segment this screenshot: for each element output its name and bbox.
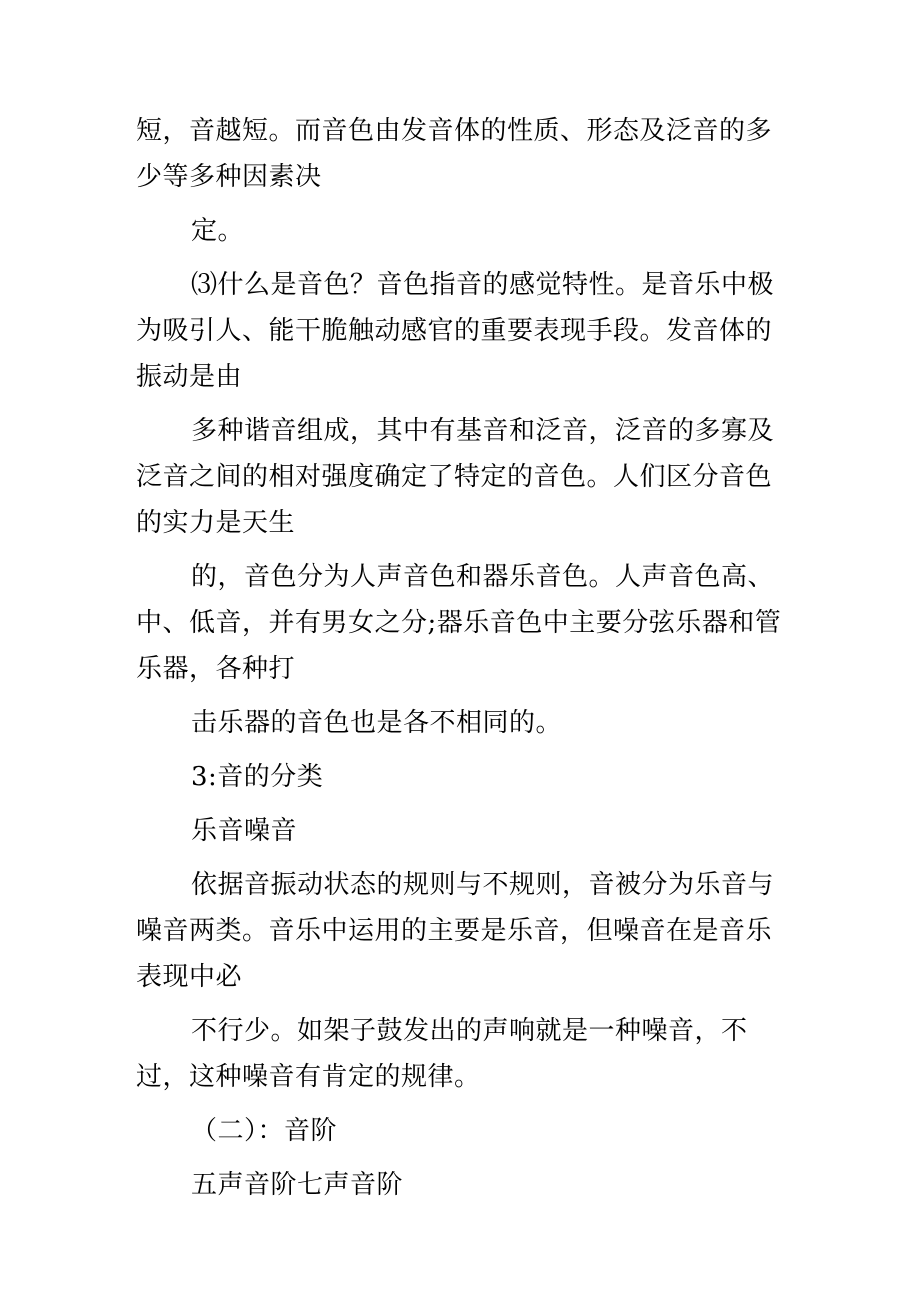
paragraph-2: 定。 <box>191 216 245 246</box>
paragraph-6: 击乐器的音色也是各不相同的。 <box>191 708 563 738</box>
paragraph-12: 五声音阶七声音阶 <box>191 1170 404 1200</box>
paragraph-4: 多种谐音组成，其中有基音和泛音，泛音的多寡及泛音之间的相对强度确定了特定的音色。人们区分音色的实力是天生 <box>136 416 775 538</box>
paragraph-5: 的，音色分为人声音色和器乐音色。人声音色高、中、低音，并有男女之分;器乐音色中主要分弦乐器和管乐器，各种打 <box>136 562 782 684</box>
paragraph-3: ⑶什么是音色？音色指音的感觉特性。是音乐中极为吸引人、能干脆触动感官的重要表现手段。发音体的振动是由 <box>136 270 775 392</box>
section-heading-sound-classification: 3:音的分类 <box>191 762 324 792</box>
paragraph-8: 乐音噪音 <box>191 816 298 846</box>
section-heading-scales: （二）：音阶 <box>191 1116 338 1146</box>
paragraph-1: 短，音越短。而音色由发音体的性质、形态及泛音的多少等多种因素决 <box>136 116 773 192</box>
paragraph-9: 依据音振动状态的规则与不规则，音被分为乐音与噪音两类。音乐中运用的主要是乐音，但噪音在是音乐表现中必 <box>136 870 775 992</box>
paragraph-10: 不行少。如架子鼓发出的声响就是一种噪音，不过，这种噪音有肯定的规律。 <box>136 1016 748 1092</box>
document-body <box>136 108 796 1216</box>
